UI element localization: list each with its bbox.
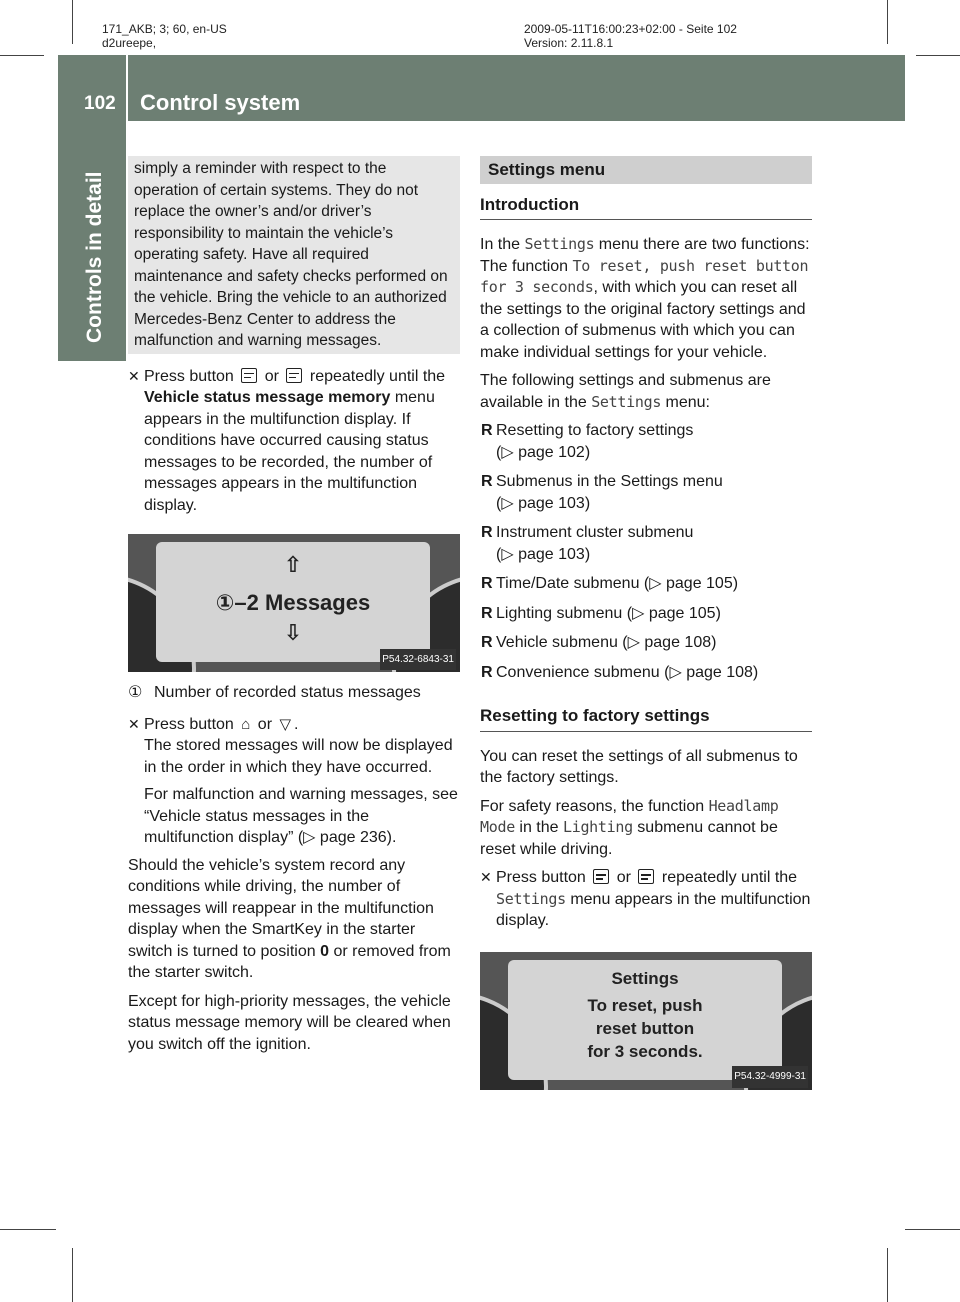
paragraph-text: The following settings and submenus are available in the <box>480 372 771 411</box>
step-text: or <box>264 367 279 385</box>
paragraph: Except for high-priority messages, the vehicle status message memory will be cleared when you switch off the ignition. <box>128 992 451 1053</box>
up-key-icon: ⌂ <box>241 715 251 733</box>
step-text: For malfunction and warning messages, see “Vehicle status messages in the multifunction display” (▷ page 236). <box>144 786 458 846</box>
step-text: menu appears in the multifunction display. If conditions have occurred causing status messages to be recorded, the number of messages appears in the multifunction display. <box>144 389 435 514</box>
page-number: 102 <box>84 93 116 114</box>
list-item <box>480 471 812 514</box>
list-item-text: Time/Date submenu (▷ page 105) <box>496 575 739 592</box>
display-term: Settings <box>524 235 595 253</box>
meta-left-line1: 171_AKB; 3; 60, en-US <box>102 22 227 36</box>
instruction-step <box>480 867 812 932</box>
display-text: 2 Messages <box>246 590 371 615</box>
display-term: Settings <box>496 889 566 908</box>
list-item-ref: (▷ page 102) <box>496 443 591 461</box>
legend-text: Number of recorded status messages <box>154 684 421 701</box>
meta-right-line1: 2009-05-11T16:00:23+02:00 - Seite 102 <box>524 22 737 36</box>
paragraph <box>480 234 812 363</box>
list-item <box>480 522 812 565</box>
step-marker-icon: ✕ <box>128 367 140 384</box>
display-line: for 3 seconds. <box>587 1041 703 1061</box>
bullet-icon: R <box>481 473 493 490</box>
list-item-text: Convenience submenu (▷ page 108) <box>496 663 759 681</box>
subsection-heading: Resetting to factory settings <box>480 705 812 732</box>
meta-left-line2: d2ureepe, <box>102 36 157 50</box>
step-marker-icon: ✕ <box>128 715 140 732</box>
bullet-icon: R <box>481 575 493 592</box>
step-marker-icon: ✕ <box>480 869 492 885</box>
instruction-step <box>128 366 460 517</box>
list-item-text: Lighting submenu (▷ page 105) <box>496 604 721 622</box>
display-term: Lighting <box>562 818 633 836</box>
paragraph-text: submenu cannot be reset while driving. <box>480 819 778 858</box>
bullet-icon: R <box>481 604 493 622</box>
list-item-ref: (▷ page 103) <box>496 494 591 512</box>
menu-key-icon <box>593 869 609 884</box>
paragraph-text: Should the vehicle’s system record any conditions while driving, the number of messages will reappear in the multifunction display when the SmartKey in the starter switch is turned to position <box>128 856 434 960</box>
section-heading: Settings menu <box>480 156 812 184</box>
page-title: Control system <box>140 90 301 115</box>
list-item-text: Vehicle submenu (▷ page 108) <box>496 634 717 651</box>
arrow-down-icon: ⇩ <box>283 620 303 645</box>
subsection-heading: Introduction <box>480 194 812 221</box>
bullet-icon: R <box>481 663 493 681</box>
step-text: The stored messages will now be displayed in the order in which they have occurred. <box>144 737 453 776</box>
display-line: To reset, push <box>587 995 703 1015</box>
paragraph <box>128 855 460 984</box>
paragraph <box>480 370 812 413</box>
display-line: Settings <box>611 968 679 988</box>
bullet-list <box>480 420 812 683</box>
paragraph-text: For safety reasons, the function <box>480 797 705 815</box>
step-text: menu appears in the multifunction display. <box>496 890 811 929</box>
crop-mark <box>72 0 73 44</box>
side-tab-label: Controls in detail <box>83 171 106 343</box>
display-term: Headlamp Mode <box>480 796 779 836</box>
bullet-icon: R <box>481 634 493 651</box>
image-code: P54.32-6843-31 <box>380 649 456 671</box>
list-item <box>480 662 812 684</box>
bullet-icon: R <box>481 524 493 541</box>
step-text: Press button <box>144 715 234 733</box>
right-column <box>480 156 812 1100</box>
paragraph-text: In the <box>480 236 521 253</box>
list-item-text: Resetting to factory settings <box>496 422 694 439</box>
note-box: simply a reminder with respect to the operation of certain systems. They do not replace the owner’s and/or driver’s responsibility to maintain the vehicle’s operating safety. Have all required maintenance and safety checks performed on the vehicle. Bring the vehicle to an authorized Mercedes-Benz Center to address the malfunction and warning messages. <box>128 156 460 354</box>
header-divider <box>126 55 128 121</box>
paragraph-text: , with which you can reset all the settings to the original factory settings and a collection of submenus with which you can make individual settings for your vehicle. <box>480 279 806 361</box>
display-marker: ① <box>215 590 235 615</box>
instruction-step: ✕ Press button ⌂ or ▽ . The stored messages will now be displayed in the order in which they have occurred. For malfunction and warning messages, see “Vehicle status messages in the multifunction display” (▷ page 236). <box>128 714 460 849</box>
list-item-ref: (▷ page 103) <box>496 545 591 563</box>
crop-mark <box>916 55 960 56</box>
step-text: Press button <box>144 367 234 385</box>
meta-left <box>102 22 227 50</box>
menu-key-icon <box>286 368 302 383</box>
image-code: P54.32-4999-31 <box>732 1066 808 1088</box>
list-item <box>480 420 812 463</box>
paragraph-bold: 0 <box>320 942 330 960</box>
display-photo-messages <box>128 534 460 672</box>
step-text: or <box>257 715 273 733</box>
list-item <box>480 632 812 654</box>
multifunction-display <box>156 542 430 662</box>
list-item-text: Instrument cluster submenu <box>496 524 694 541</box>
paragraph: You can reset the settings of all submenus to the factory settings. <box>480 747 798 786</box>
left-column <box>128 156 460 1062</box>
step-text: or <box>616 869 631 886</box>
display-line: reset button <box>595 1018 695 1038</box>
paragraph-text: or removed from the starter switch. <box>128 942 451 981</box>
crop-mark <box>887 0 888 44</box>
paragraph-text: menu: <box>665 393 710 411</box>
menu-key-icon <box>638 869 654 884</box>
crop-mark <box>0 55 44 56</box>
display-message: ①–2 Messages <box>215 590 371 615</box>
paragraph-text: menu there are two functions: The function <box>480 236 810 275</box>
menu-key-icon <box>241 368 257 383</box>
paragraph <box>480 796 812 861</box>
crop-mark <box>905 1229 960 1230</box>
list-item-text: Submenus in the Settings menu <box>496 473 723 490</box>
step-text: repeatedly until the <box>309 367 446 385</box>
down-key-icon: ▽ <box>279 715 292 733</box>
list-item <box>480 603 812 625</box>
crop-mark <box>72 1248 73 1302</box>
step-text: repeatedly until the <box>661 869 798 886</box>
display-term: To reset, push reset button for 3 seconds <box>480 256 809 296</box>
crop-mark <box>0 1229 56 1230</box>
crop-mark <box>887 1248 888 1302</box>
paragraph-text: in the <box>519 819 559 836</box>
meta-right-line2: Version: 2.11.8.1 <box>524 36 614 50</box>
step-text: Press button <box>496 869 586 886</box>
step-bold-text: Vehicle status message memory <box>144 389 391 406</box>
list-item <box>480 573 812 595</box>
arrow-up-icon: ⇧ <box>283 552 303 577</box>
meta-right <box>524 22 737 50</box>
display-photo-settings <box>480 952 812 1090</box>
multifunction-display <box>508 960 782 1080</box>
display-term: Settings <box>591 392 662 411</box>
bullet-icon: R <box>481 422 493 439</box>
legend-item <box>128 682 460 704</box>
legend-marker: ① <box>128 684 143 701</box>
